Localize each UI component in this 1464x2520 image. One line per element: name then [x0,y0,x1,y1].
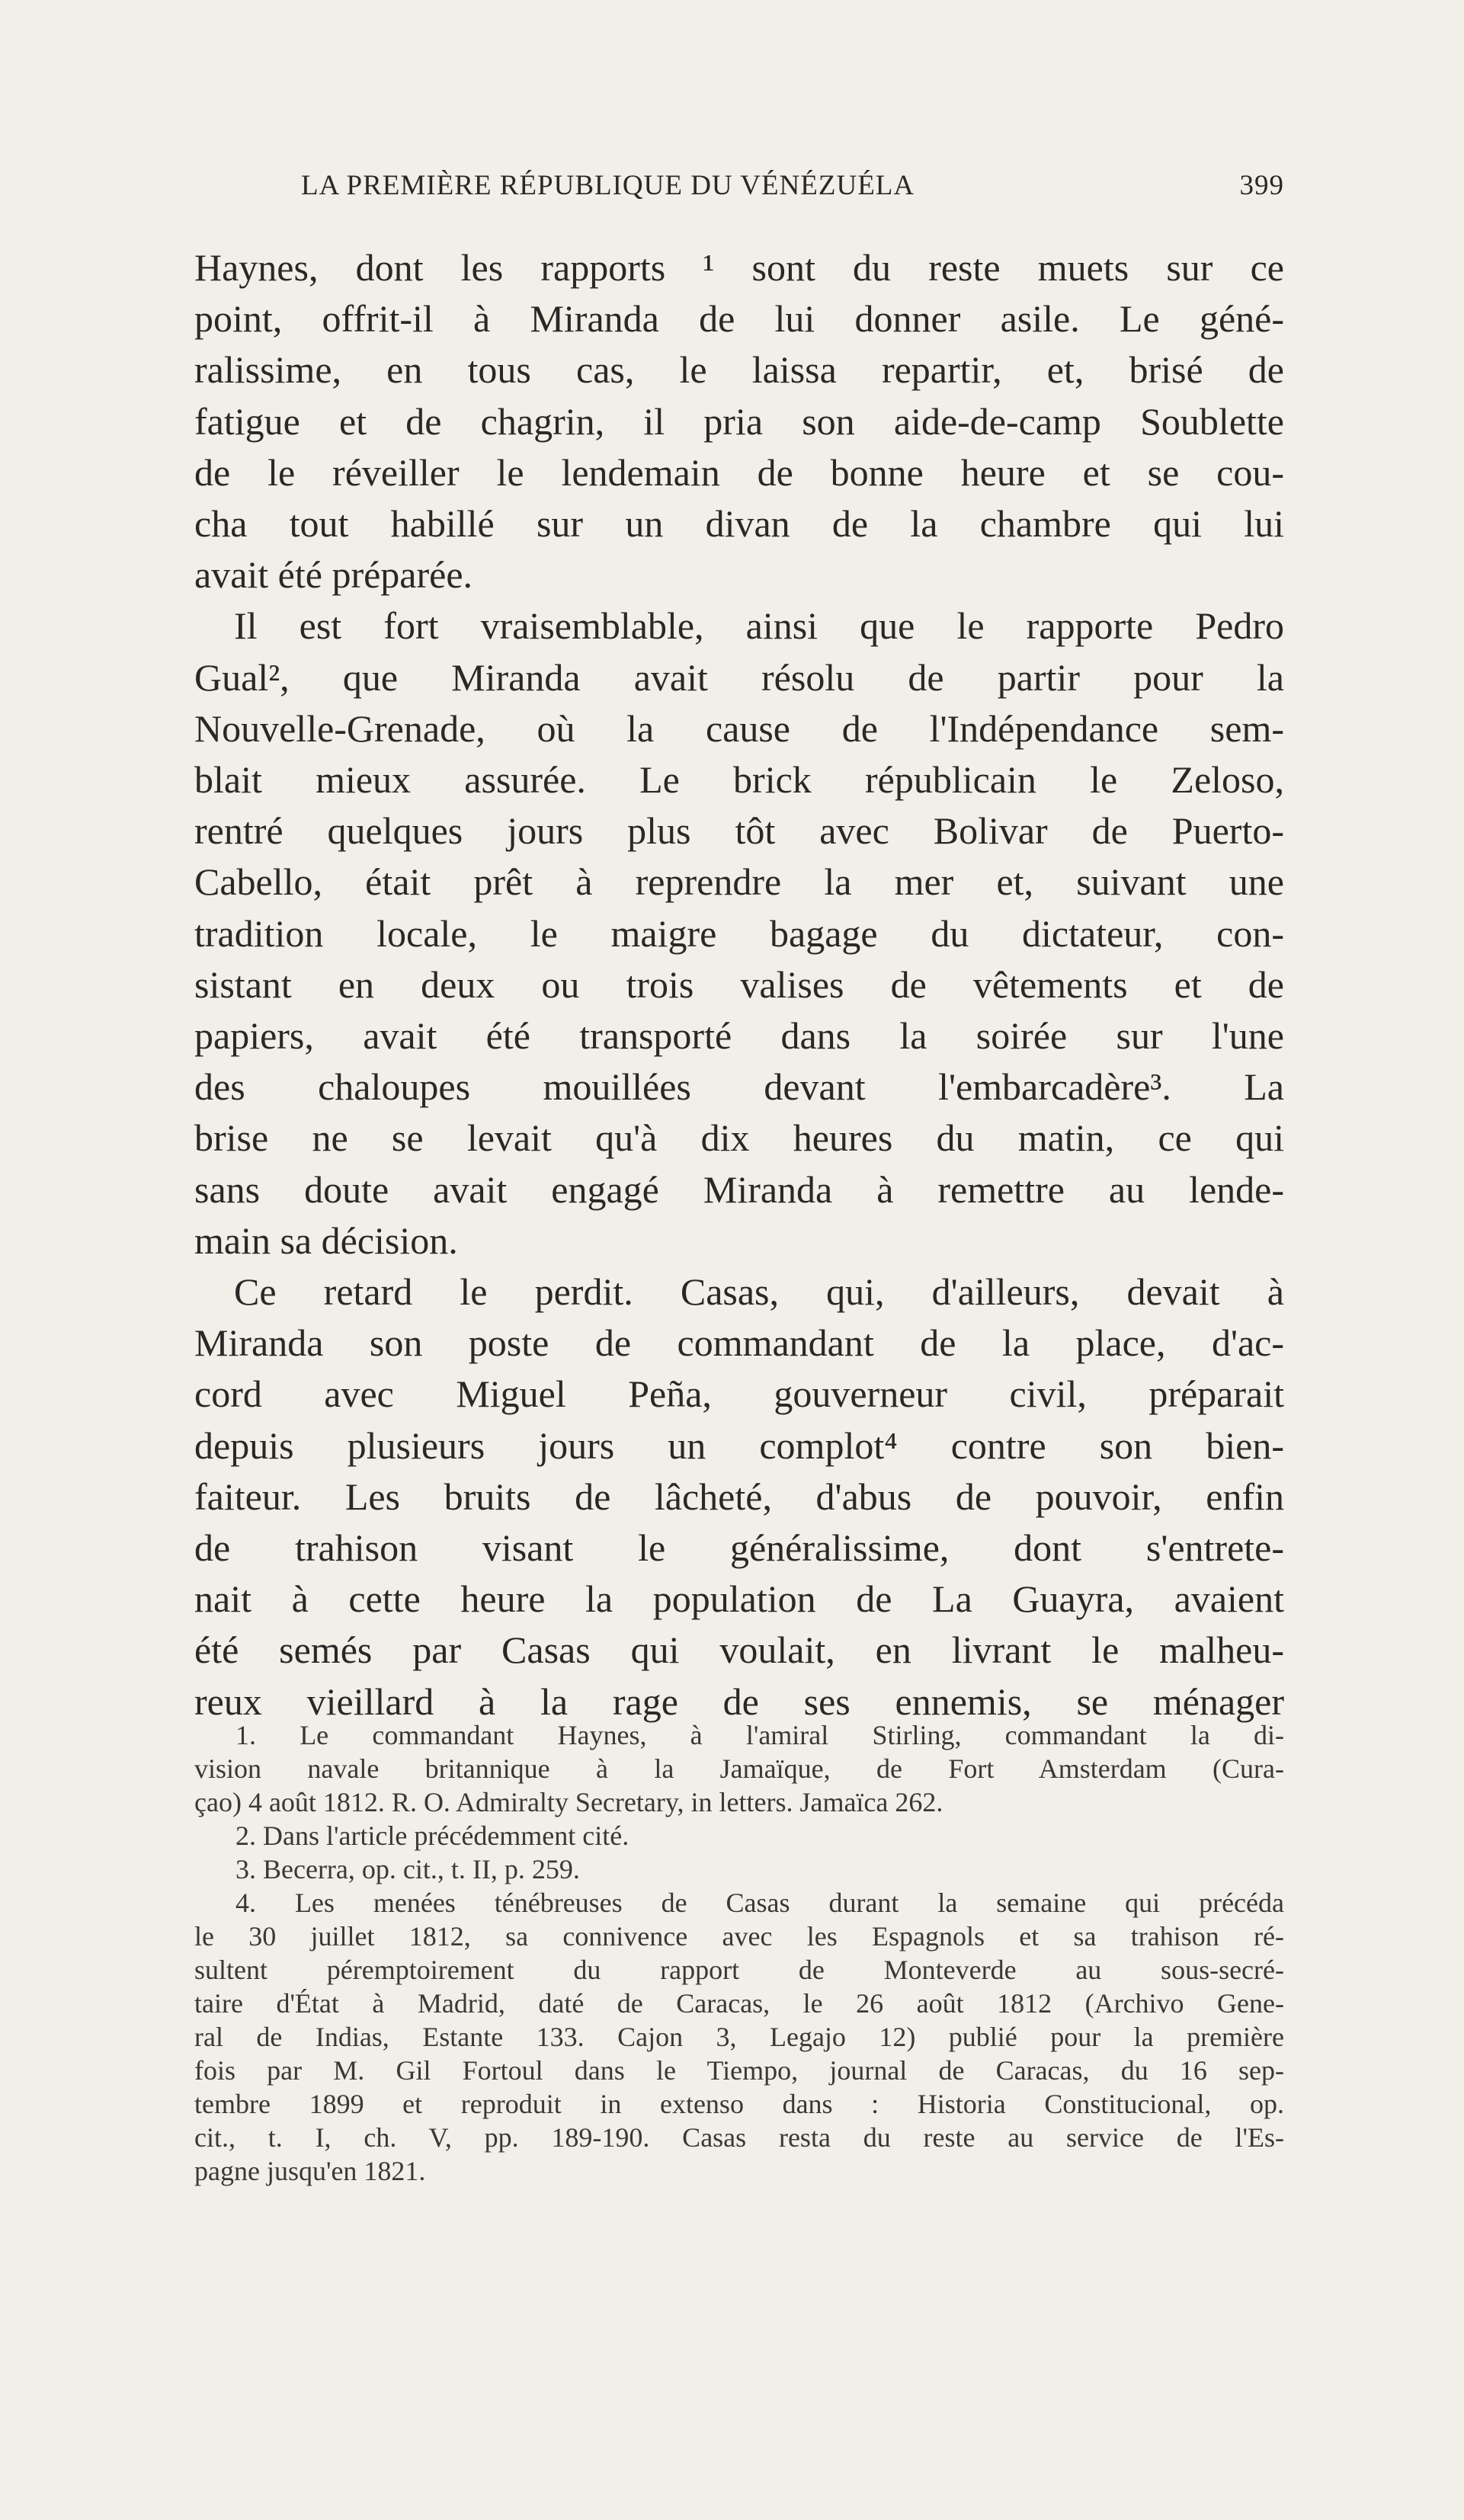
text-line: Il est fort vraisemblable, ainsi que le rapporte Pedro [234,604,1284,648]
text-line: de le réveiller le lendemain de bonne heure et se cou- [194,450,1284,494]
text-line: cord avec Miguel Peña, gouverneur civil, préparait [194,1372,1284,1416]
text-line: rentré quelques jours plus tôt avec Bolivar de Puerto- [194,809,1284,853]
text-line: brise ne se levait qu'à dix heures du matin, ce qui [194,1116,1284,1160]
text-line: blait mieux assurée. Le brick républicain le Zeloso, [194,758,1284,802]
footnote-line: 4. Les menées ténébreuses de Casas durant la semaine qui précéda [235,1888,1284,1918]
footnote-line: tembre 1899 et reproduit in extenso dans : Historia Constitucional, op. [194,2089,1284,2119]
text-line: été semés par Casas qui voulait, en livrant le malheu- [194,1628,1284,1672]
text-line: Cabello, était prêt à reprendre la mer et, suivant une [194,860,1284,904]
footnote-line: fois par M. Gil Fortoul dans le Tiempo, journal de Caracas, du 16 sep- [194,2055,1284,2086]
footnote-line: le 30 juillet 1812, sa connivence avec les Espagnols et sa trahison ré- [194,1921,1284,1952]
text-line: tradition locale, le maigre bagage du dictateur, con- [194,911,1284,955]
footnote-line: pagne jusqu'en 1821. [194,2156,426,2186]
text-line: fatigue et de chagrin, il pria son aide-de-camp Soublette [194,399,1284,443]
footnote-line: vision navale britannique à la Jamaïque, de Fort Amsterdam (Cura- [194,1753,1284,1784]
text-line: de trahison visant le généralissime, dont s'entrete- [194,1526,1284,1570]
footnote-line: taire d'État à Madrid, daté de Caracas, le 26 août 1812 (Archivo Gene- [194,1988,1284,2019]
page-header [301,169,1284,215]
text-line: Gual², que Miranda avait résolu de partir pour la [194,655,1284,699]
text-line: sans doute avait engagé Miranda à remettre au lende- [194,1167,1284,1211]
text-line: avait été préparée. [194,553,473,597]
text-line: depuis plusieurs jours un complot⁴ contre son bien- [194,1423,1284,1467]
text-line: papiers, avait été transporté dans la soirée sur l'une [194,1014,1284,1058]
text-line: sistant en deux ou trois valises de vêtements et de [194,962,1284,1006]
footnote-line: sultent péremptoirement du rapport de Monteverde au sous-secré- [194,1955,1284,1985]
running-title: LA PREMIÈRE RÉPUBLIQUE DU VÉNÉZUÉLA [301,170,915,201]
text-line: Haynes, dont les rapports ¹ sont du reste muets sur ce [194,246,1284,289]
text-line: cha tout habillé sur un divan de la chambre qui lui [194,502,1284,546]
text-line: reux vieillard à la rage de ses ennemis, se ménager [194,1679,1284,1723]
text-line: faiteur. Les bruits de lâcheté, d'abus de pouvoir, enfin [194,1475,1284,1518]
text-line: des chaloupes mouillées devant l'embarcadère³. La [194,1065,1284,1109]
footnotes [194,1718,1284,2188]
footnote-line: cit., t. I, ch. V, pp. 189-190. Casas resta du reste au service de l'Es- [194,2122,1284,2153]
body-text [194,242,1284,1727]
footnote-line: 2. Dans l'article précédemment cité. [235,1820,629,1851]
footnote-line: 3. Becerra, op. cit., t. II, p. 259. [235,1854,580,1884]
footnote-line: 1. Le commandant Haynes, à l'amiral Stirling, commandant la di- [235,1720,1284,1750]
text-line: main sa décision. [194,1218,458,1262]
text-line: nait à cette heure la population de La Guayra, avaient [194,1577,1284,1621]
text-line: Nouvelle-Grenade, où la cause de l'Indépendance sem- [194,706,1284,750]
text-line: point, offrit-il à Miranda de lui donner asile. Le géné- [194,297,1284,341]
page-number: 399 [1239,170,1284,201]
text-line: Ce retard le perdit. Casas, qui, d'ailleurs, devait à [234,1270,1284,1314]
footnote-line: ral de Indias, Estante 133. Cajon 3, Legajo 12) publié pour la première [194,2022,1284,2052]
text-line: Miranda son poste de commandant de la place, d'ac- [194,1321,1284,1365]
footnote-line: çao) 4 août 1812. R. O. Admiralty Secretary, in letters. Jamaïca 262. [194,1787,943,1817]
text-line: ralissime, en tous cas, le laissa repartir, et, brisé de [194,348,1284,392]
